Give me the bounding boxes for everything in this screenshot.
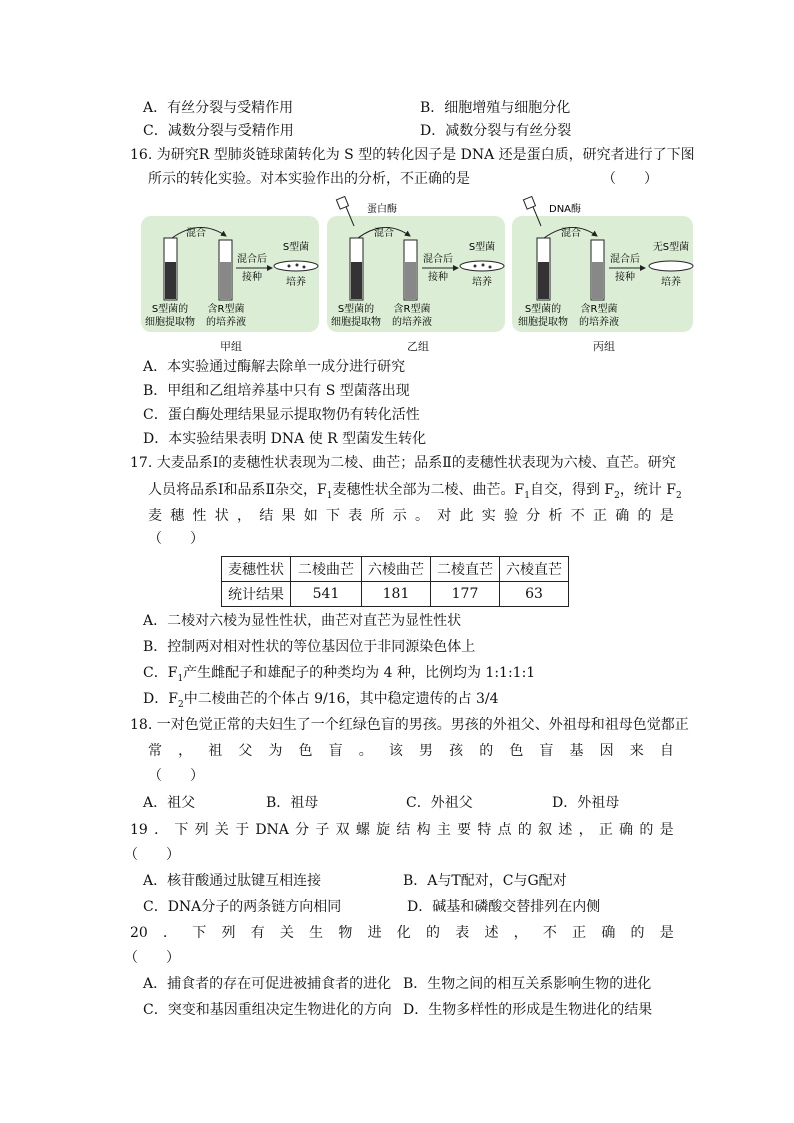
enzyme-label: DNA酶 [549, 204, 582, 215]
q16-option-b: B．甲组和乙组培养基中只有 S 型菌落出现 [143, 383, 410, 399]
q19-answer-paren: （ ） [124, 847, 180, 863]
tube1-label-line1: S型菌的 [337, 304, 375, 315]
q19-option-c: C．DNA分子的两条链方向相同 [143, 899, 342, 915]
tube1-label-line2: 细胞提取物 [518, 317, 568, 328]
mix-label: 混合 [374, 228, 394, 239]
q20-stem: 20 ． 下 列 有 关 生 物 进 化 的 表 述 ， 不 正 确 的 是 [130, 925, 674, 941]
tube2-label-line2: 的培养液 [206, 317, 246, 328]
q20-option-d: D．生物多样性的形成是生物进化的结果 [403, 1002, 653, 1018]
table-header-cell: 二棱曲芒 [291, 557, 362, 582]
figure-caption-yi: 乙组 [407, 340, 429, 353]
group-bing-diagram [518, 196, 693, 328]
step-label-1: 混合后 [237, 254, 267, 265]
q15-option-a: A．有丝分裂与受精作用 [143, 100, 294, 116]
table-cell: 63 [500, 582, 569, 607]
table-cell: 177 [431, 582, 500, 607]
table-header-cell: 六棱曲芒 [362, 557, 431, 582]
q15-option-b: B．细胞增殖与细胞分化 [420, 100, 571, 116]
q16-answer-paren: （ ） [602, 171, 658, 187]
tube2-label-line1: 含R型菌 [393, 304, 431, 315]
step-label-2: 接种 [615, 272, 635, 283]
tube1-label-line2: 细胞提取物 [331, 317, 381, 328]
tube-r-culture-liquid [405, 262, 416, 299]
q19-option-d: D．碱基和磷酸交替排列在内侧 [407, 899, 601, 915]
q19-option-b: B．A与T配对，C与G配对 [403, 873, 567, 889]
tube2-label-line2: 的培养液 [392, 317, 432, 328]
table-header-row [222, 557, 569, 582]
q20-answer-paren: （ ） [124, 950, 180, 966]
table-header-cell: 二棱直芒 [431, 557, 500, 582]
q18-option-a: A．祖父 [143, 795, 196, 811]
q16-option-a: A．本实验通过酶解去除单一成分进行研究 [143, 359, 406, 375]
q16-stem-line2: 所示的转化实验。对本实验作出的分析，不正确的是 [148, 171, 470, 187]
step-label-2: 接种 [242, 272, 262, 283]
group-jia-diagram [145, 226, 318, 328]
q15-option-c: C．减数分裂与受精作用 [143, 123, 294, 139]
tube-r-culture-liquid [592, 262, 603, 299]
tube2-label-line1: 含R型菌 [207, 304, 245, 315]
q16-stem-line1: 16. 为研究R 型肺炎链球菌转化为 S 型的转化因子是 DNA 还是蛋白质，研究者进行了下图 [130, 147, 695, 163]
tube-s-extract-liquid [538, 262, 549, 299]
culture-label: 培养 [472, 277, 492, 288]
q17-option-c: C．$F_1$产生雌配子和雄配子的种类均为 4 种，比例均为 1:1:1:1 [143, 665, 536, 684]
tube1-label-line1: S型菌的 [524, 304, 562, 315]
table-header-cell: 六棱直芒 [500, 557, 569, 582]
q16-option-d: D．本实验结果表明 DNA 使 R 型菌发生转化 [143, 431, 427, 447]
q20-option-b: B．生物之间的相互关系影响生物的进化 [403, 976, 652, 992]
group-yi-diagram [331, 196, 504, 328]
result-label: S型菌 [282, 242, 310, 253]
tube2-label-line2: 的培养液 [579, 317, 619, 328]
q18-answer-paren: （ ） [148, 768, 204, 784]
table-cell: 统计结果 [222, 582, 291, 607]
q17-option-b: B．控制两对相对性状的等位基因位于非同源染色体上 [143, 639, 476, 655]
petri-dish [649, 261, 693, 271]
tube-s-extract-liquid [351, 262, 362, 299]
q17-stem-line3: 麦 穗 性 状 ， 结 果 如 下 表 所 示 。 对 此 实 验 分 析 不 正 确 的 是 [148, 508, 674, 524]
tube-r-culture-liquid [220, 262, 231, 299]
culture-label: 培养 [661, 277, 681, 288]
q18-option-c: C．外祖父 [406, 795, 473, 811]
q18-option-d: D．外祖母 [552, 795, 620, 811]
q19-option-a: A．核苷酸通过肽键互相连接 [143, 873, 322, 889]
q20-option-c: C．突变和基因重组决定生物进化的方向 [143, 1002, 392, 1018]
q18-stem-line2: 常 ， 祖 父 为 色 盲 。 该 男 孩 的 色 盲 基 因 来 自 [148, 743, 674, 759]
tube2-label-line1: 含R型菌 [580, 304, 618, 315]
q17-option-d: D．$F_2$中二棱曲芒的个体占 9/16，其中稳定遗传的占 3/4 [143, 691, 499, 710]
q15-option-d: D．减数分裂与有丝分裂 [420, 123, 572, 139]
table-cell: 541 [291, 582, 362, 607]
step-label-1: 混合后 [423, 254, 453, 265]
table-header-cell: 麦穗性状 [222, 557, 291, 582]
q18-option-b: B．祖母 [266, 795, 319, 811]
q20-option-a: A．捕食者的存在可促进被捕食者的进化 [143, 976, 392, 992]
q18-stem-line1: 18. 一对色觉正常的夫妇生了一个红绿色盲的男孩。男孩的外祖父、外祖母和祖母色觉都正 [130, 717, 689, 733]
tube1-label-line2: 细胞提取物 [145, 317, 195, 328]
table-cell: 181 [362, 582, 431, 607]
figure-caption-jia: 甲组 [220, 340, 242, 353]
q17-option-a: A．二棱对六棱为显性性状，曲芒对直芒为显性性状 [143, 613, 462, 629]
table-row [222, 582, 569, 607]
culture-label: 培养 [286, 277, 306, 288]
tube1-label-line1: S型菌的 [151, 304, 189, 315]
step-label-2: 接种 [428, 272, 448, 283]
q19-stem: 19 ． 下 列 关 于 DNA 分 子 双 螺 旋 结 构 主 要 特 点 的 叙 述 ， 正 确 的 是 [130, 822, 674, 838]
result-label: S型菌 [468, 242, 496, 253]
figure-caption-bing: 丙组 [593, 340, 615, 353]
result-label: 无S型菌 [652, 242, 690, 253]
mix-label: 混合 [186, 228, 206, 239]
q17-answer-paren: （ ） [148, 531, 204, 547]
tube-s-extract-liquid [165, 262, 176, 299]
mix-label: 混合 [561, 228, 581, 239]
q17-stem-line1: 17. 大麦品系Ⅰ的麦穗性状表现为二棱、曲芒；品系Ⅱ的麦穗性状表现为六棱、直芒。研究 [130, 455, 676, 471]
step-label-1: 混合后 [610, 254, 640, 265]
q17-statistics-table [221, 556, 569, 607]
transformation-experiment-figure [0, 0, 794, 350]
enzyme-label: 蛋白酶 [367, 204, 397, 215]
q16-option-c: C．蛋白酶处理结果显示提取物仍有转化活性 [143, 407, 420, 423]
q17-stem-line2: 人员将品系Ⅰ和品系Ⅱ杂交，$F_1$麦穗性状全部为二棱、曲芒。$F_1$自交，得到 $F_2$，统计 $F_2$ [148, 482, 682, 501]
